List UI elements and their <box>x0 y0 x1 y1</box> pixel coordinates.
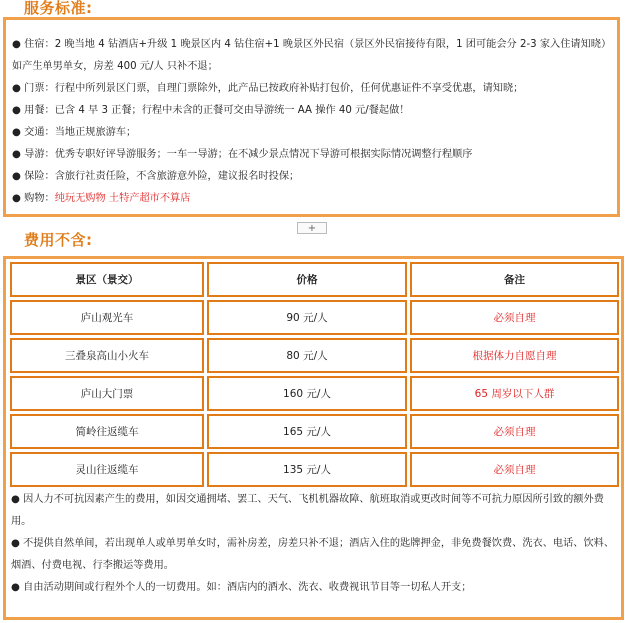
item-text: 2 晚当地 4 钻酒店+升级 1 晚景区内 4 钻住宿+1 晚景区外民宿（景区外民宿接待有限，1 团可能会分 2-3 家入住请知晓）如产生单男单女，房差 400 元/人 只补不退； <box>12 39 607 72</box>
list-item-lodging: ● 住宿：2 晚当地 4 钻酒店+升级 1 晚景区内 4 钻住宿+1 晚景区外民宿（景区外民宿接待有限，1 团可能会分 2-3 家入住请知晓）如产生单男单女，房差 400 元/人 只补不退； <box>12 39 607 72</box>
table-cell: 65 周岁以下人群 <box>410 376 619 411</box>
expand-button[interactable]: + <box>297 222 327 234</box>
table-cell: 必须自理 <box>410 452 619 487</box>
item-label: 保险： <box>24 171 55 182</box>
list-item: ● 不提供自然单间，若出现单人或单男单女时，需补房差，房差只补不退；酒店入住的匙牌押金，非免费餐饮费、洗衣、电话、饮料、烟酒、付费电视、行李搬运等费用。 <box>11 538 615 571</box>
fees-notes <box>11 489 616 599</box>
table-header-cell: 备注 <box>410 262 619 297</box>
table-cell: 三叠泉高山小火车 <box>10 338 204 373</box>
table-cell: 160 元/人 <box>207 376 407 411</box>
table-cell: 165 元/人 <box>207 414 407 449</box>
list-item-shopping: ● 购物：纯玩无购物 土特产超市不算店 <box>12 193 191 204</box>
table-header-cell: 景区（景交） <box>10 262 204 297</box>
table-header-cell: 价格 <box>207 262 407 297</box>
item-label: 导游： <box>24 149 55 160</box>
list-item-transport: ● 交通：当地正规旅游车； <box>12 127 137 138</box>
item-text: 当地正规旅游车； <box>54 127 137 138</box>
item-label: 购物： <box>24 193 55 204</box>
item-text: 行程中所列景区门票，自理门票除外，此产品已按政府补贴打包价，任何优惠证件不享受优惠，请知晓； <box>54 83 524 94</box>
list-item-tickets: ● 门票：行程中所列景区门票，自理门票除外，此产品已按政府补贴打包价，任何优惠证件不享受优惠，请知晓； <box>12 83 524 94</box>
item-text: 含旅行社责任险，不含旅游意外险，建议报名时投保； <box>54 171 300 182</box>
list-item: ● 自由活动期间或行程外个人的一切费用。如：酒店内的酒水、洗衣、收费视讯节目等一切私人开支； <box>11 582 472 593</box>
note-text: 因人力不可抗因素产生的费用，如因交通拥堵、罢工、天气、飞机机器故障、航班取消或更改时间等不可抗力原因所引致的额外费用。 <box>11 494 604 527</box>
fees-excluded-heading: 费用不含: <box>24 231 93 249</box>
list-item: ● 因人力不可抗因素产生的费用，如因交通拥堵、罢工、天气、飞机机器故障、航班取消或更改时间等不可抗力原因所引致的额外费用。 <box>11 494 604 527</box>
item-text: 优秀专职好评导游服务；一车一导游；在不减少景点情况下导游可根据实际情况调整行程顺序 <box>54 149 473 160</box>
note-text: 自由活动期间或行程外个人的一切费用。如：酒店内的酒水、洗衣、收费视讯节目等一切私人开支； <box>23 582 472 593</box>
table-cell: 庐山大门票 <box>10 376 204 411</box>
table-cell: 庐山观光车 <box>10 300 204 335</box>
table-cell: 必须自理 <box>410 300 619 335</box>
fees-table-box <box>3 256 624 620</box>
note-text: 不提供自然单间，若出现单人或单男单女时，需补房差，房差只补不退；酒店入住的匙牌押金，非免费餐饮费、洗衣、电话、饮料、烟酒、付费电视、行李搬运等费用。 <box>11 538 615 571</box>
table-cell: 80 元/人 <box>207 338 407 373</box>
table-cell: 灵山往返缆车 <box>10 452 204 487</box>
list-item-insurance: ● 保险：含旅行社责任险，不含旅游意外险，建议报名时投保； <box>12 171 300 182</box>
table-cell: 90 元/人 <box>207 300 407 335</box>
item-label: 门票： <box>24 83 55 94</box>
item-text: 已含 4 早 3 正餐；行程中未含的正餐可交由导游统一 AA 操作 40 元/餐起做！ <box>54 105 410 116</box>
table-cell: 135 元/人 <box>207 452 407 487</box>
table-cell: 必须自理 <box>410 414 619 449</box>
service-standard-box <box>3 17 620 217</box>
list-item-guide: ● 导游：优秀专职好评导游服务；一车一导游；在不减少景点情况下导游可根据实际情况调整行程顺序 <box>12 149 473 160</box>
service-standard-heading: 服务标准: <box>24 0 93 17</box>
item-label: 住宿： <box>24 39 55 50</box>
list-item-meals: ● 用餐：已含 4 早 3 正餐；行程中未含的正餐可交由导游统一 AA 操作 40 元/餐起做！ <box>12 105 410 116</box>
item-label: 交通： <box>24 127 55 138</box>
table-cell: 简岭往返缆车 <box>10 414 204 449</box>
table-cell: 根据体力自愿自理 <box>410 338 619 373</box>
item-label: 用餐： <box>24 105 55 116</box>
item-text: 纯玩无购物 土特产超市不算店 <box>54 193 191 204</box>
